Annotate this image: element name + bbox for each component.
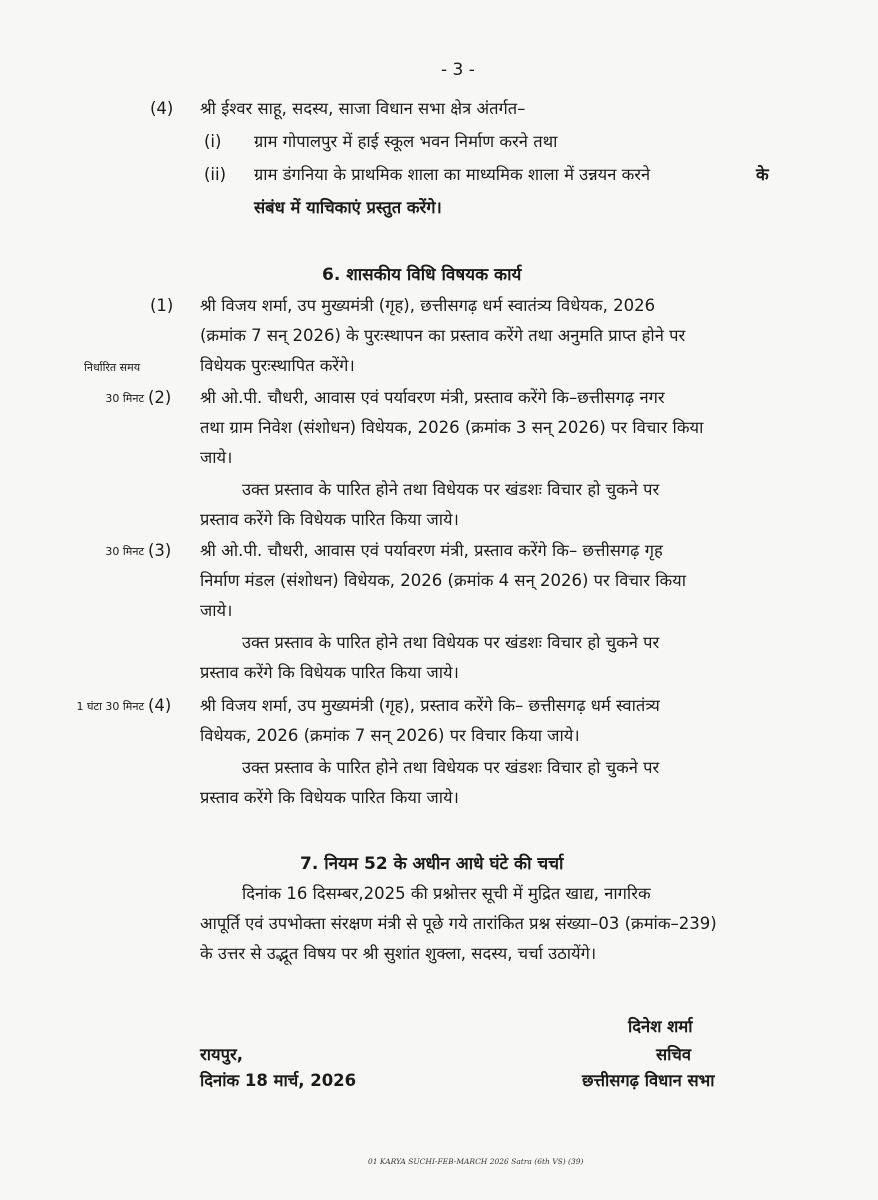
signatory-designation: सचिव <box>656 1045 692 1064</box>
item4-last-line: संबंध में याचिकाएं प्रस्तुत करेंगे। <box>254 198 442 217</box>
s6-item4-line2: विधेयक, 2026 (क्रमांक 7 सन् 2026) पर विचार किया जाये। <box>200 726 580 745</box>
s6-item2-follow1: उक्त प्रस्ताव के पारित होने तथा विधेयक पर खंडशः विचार हो चुकने पर <box>242 480 660 499</box>
s6-item4-line1: श्री विजय शर्मा, उप मुख्यमंत्री (गृह), प्रस्ताव करेंगे कि– छत्तीसगढ़ धर्म स्वातंत्र्य <box>200 696 660 715</box>
s6-item3-number: (3) <box>148 541 172 560</box>
s6-item2-follow2: प्रस्ताव करेंगे कि विधेयक पारित किया जाये। <box>200 510 459 529</box>
section6-heading: 6. शासकीय विधि विषयक कार्य <box>322 265 522 285</box>
s6-item3-line1: श्री ओ.पी. चौधरी, आवास एवं पर्यावरण मंत्री, प्रस्ताव करेंगे कि– छत्तीसगढ़ गृह <box>200 541 663 560</box>
s6-item2-line1: श्री ओ.पी. चौधरी, आवास एवं पर्यावरण मंत्री, प्रस्ताव करेंगे कि–छत्तीसगढ़ नगर <box>200 388 665 407</box>
s6-item1-line1: श्री विजय शर्मा, उप मुख्यमंत्री (गृह), छत्तीसगढ़ धर्म स्वातंत्र्य विधेयक, 2026 <box>200 296 656 315</box>
s6-item3-line3: जाये। <box>200 601 233 620</box>
item4-sub2-number: (ii) <box>204 165 227 184</box>
s6-item4-time: 1 घंटा 30 मिनट <box>76 700 144 713</box>
s6-item4-follow1: उक्त प्रस्ताव के पारित होने तथा विधेयक पर खंडशः विचार हो चुकने पर <box>242 758 660 777</box>
s6-item4-number: (4) <box>148 696 172 715</box>
s6-item2-time: 30 मिनट <box>105 392 144 405</box>
s6-item2-line2: तथा ग्राम निवेश (संशोधन) विधेयक, 2026 (क्रमांक 3 सन् 2026) पर विचार किया <box>200 418 704 437</box>
signatory-name: दिनेश शर्मा <box>628 1017 693 1036</box>
s7-line2: आपूर्ति एवं उपभोक्ता संरक्षण मंत्री से पूछे गये तारांकित प्रश्न संख्या–03 (क्रमांक–239) <box>200 914 717 933</box>
signatory-office: छत्तीसगढ़ विधान सभा <box>582 1071 715 1090</box>
item4-sub1-text: ग्राम गोपालपुर में हाई स्कूल भवन निर्माण करने तथा <box>254 132 558 151</box>
page-number: - 3 - <box>441 60 475 80</box>
section7-heading: 7. नियम 52 के अधीन आधे घंटे की चर्चा <box>300 854 564 874</box>
item4-sub1-number: (i) <box>204 132 222 151</box>
s6-item4-follow2: प्रस्ताव करेंगे कि विधेयक पारित किया जाये। <box>200 788 459 807</box>
s6-item1-line2: (क्रमांक 7 सन् 2026) के पुरःस्थापन का प्रस्ताव करेंगे तथा अनुमति प्राप्त होने पर <box>200 326 686 345</box>
item4-number: (4) <box>150 99 174 118</box>
s6-item3-line2: निर्माण मंडल (संशोधन) विधेयक, 2026 (क्रमांक 4 सन् 2026) पर विचार किया <box>200 571 686 590</box>
item4-sub2-text: ग्राम डंगनिया के प्राथमिक शाला का माध्यमिक शाला में उन्नयन करने <box>254 165 651 184</box>
s6-item3-time: 30 मिनट <box>105 545 144 558</box>
s6-item3-follow2: प्रस्ताव करेंगे कि विधेयक पारित किया जाये। <box>200 663 459 682</box>
s6-item1-line3: विधेयक पुरःस्थापित करेंगे। <box>200 356 355 375</box>
s7-line3: के उत्तर से उद्भूत विषय पर श्री सुशांत शुक्ला, सदस्य, चर्चा उठायेंगे। <box>200 944 597 963</box>
allotted-time-label: निर्धारित समय <box>84 361 141 374</box>
s6-item1-number: (1) <box>150 296 174 315</box>
place: रायपुर, <box>200 1045 243 1064</box>
item4-line: श्री ईश्वर साहू, सदस्य, साजा विधान सभा क्षेत्र अंतर्गत– <box>200 99 526 118</box>
s7-line1: दिनांक 16 दिसम्बर,2025 की प्रश्नोत्तर सूची में मुद्रित खाद्य, नागरिक <box>242 884 651 903</box>
s6-item2-line3: जाये। <box>200 448 233 467</box>
footer-reference: 01 KARYA SUCHI-FEB-MARCH 2026 Satra (6th VS) (39) <box>368 1157 584 1166</box>
s6-item2-number: (2) <box>148 388 172 407</box>
s6-item3-follow1: उक्त प्रस्ताव के पारित होने तथा विधेयक पर खंडशः विचार हो चुकने पर <box>242 633 660 652</box>
item4-sub2-bold: के <box>756 165 769 184</box>
date: दिनांक 18 मार्च, 2026 <box>200 1071 357 1090</box>
